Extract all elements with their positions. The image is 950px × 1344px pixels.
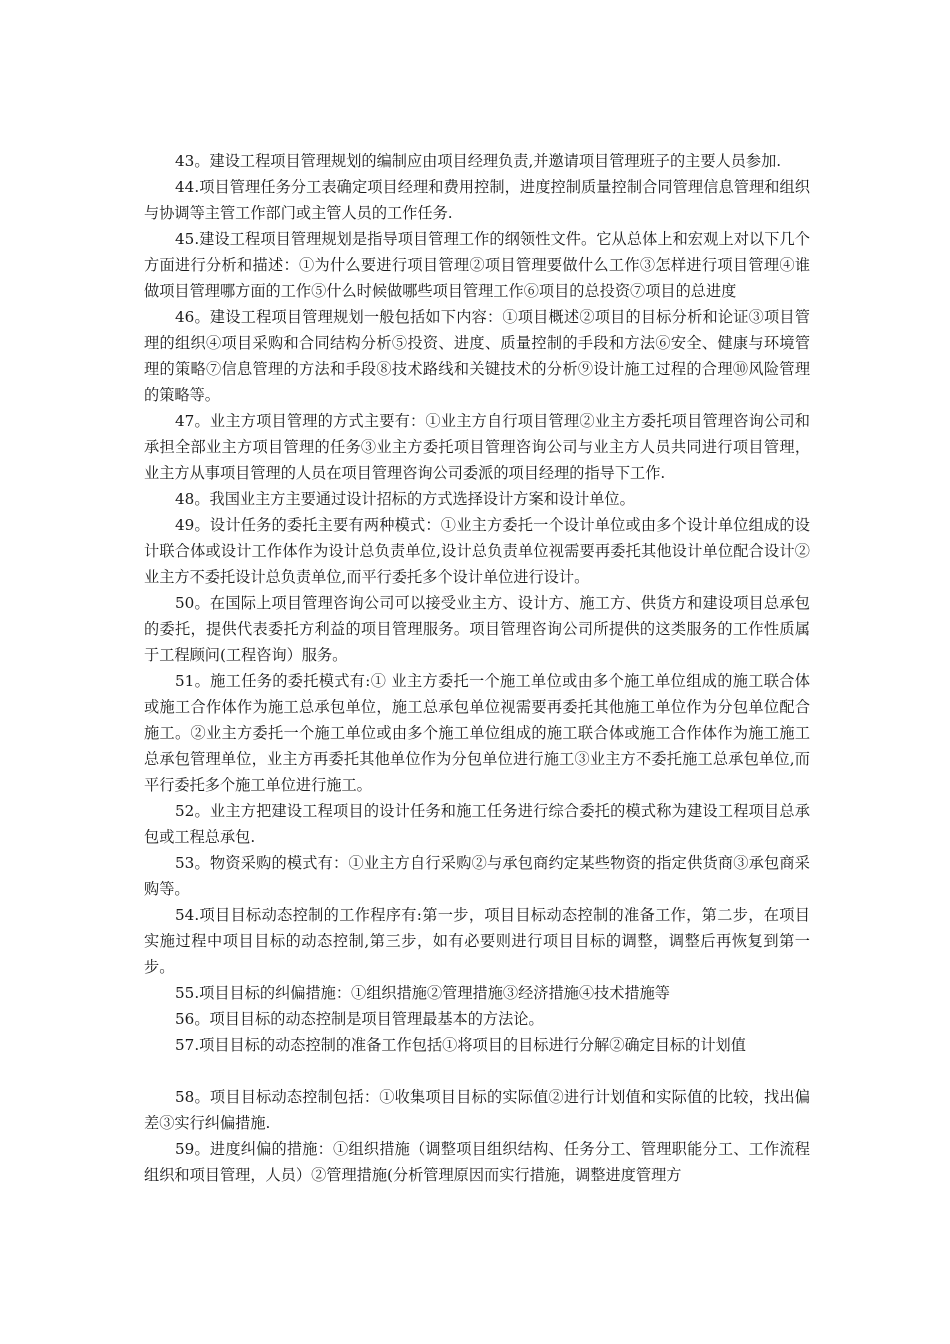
paragraph-47: 47。业主方项目管理的方式主要有：①业主方自行项目管理②业主方委托项目管理咨询公司和承担全部业主方项目管理的任务③业主方委托项目管理咨询公司与业主方人员共同进行项目管理，业主方从事项目管理的人员在项目管理咨询公司委派的项目经理的指导下工作. xyxy=(144,412,810,482)
paragraph-53: 53。物资采购的模式有：①业主方自行采购②与承包商约定某些物资的指定供货商③承包商采购等。 xyxy=(144,854,810,898)
paragraph-54: 54.项目目标动态控制的工作程序有:第一步，项目目标动态控制的准备工作，第二步，在项目实施过程中项目目标的动态控制,第三步，如有必要则进行项目目标的调整，调整后再恢复到第一步。 xyxy=(144,906,810,976)
paragraph-44: 44.项目管理任务分工表确定项目经理和费用控制，进度控制质量控制合同管理信息管理和组织与协调等主管工作部门或主管人员的工作任务. xyxy=(144,178,810,222)
paragraph-57: 57.项目目标的动态控制的准备工作包括①将项目的目标进行分解②确定目标的计划值 xyxy=(175,1036,746,1054)
paragraph-59: 59。进度纠偏的措施：①组织措施（调整项目组织结构、任务分工、管理职能分工、工作流程组织和项目管理，人员）②管理措施(分析管理原因而实行措施，调整进度管理方 xyxy=(144,1140,810,1184)
paragraph-49: 49。设计任务的委托主要有两种模式：①业主方委托一个设计单位或由多个设计单位组成的设计联合体或设计工作体作为设计总负责单位,设计总负责单位视需要再委托其他设计单位配合设计②业主方不委托设计总负责单位,而平行委托多个设计单位进行设计。 xyxy=(144,516,810,586)
paragraph-55: 55.项目目标的纠偏措施：①组织措施②管理措施③经济措施④技术措施等 xyxy=(175,984,670,1002)
paragraph-52: 52。业主方把建设工程项目的设计任务和施工任务进行综合委托的模式称为建设工程项目总承包或工程总承包. xyxy=(144,802,810,846)
paragraph-45: 45.建设工程项目管理规划是指导项目管理工作的纲领性文件。它从总体上和宏观上对以下几个方面进行分析和描述：①为什么要进行项目管理②项目管理要做什么工作③怎样进行项目管理④谁做项目管理哪方面的工作⑤什么时候做哪些项目管理工作⑥项目的总投资⑦项目的总进度 xyxy=(144,230,810,300)
paragraph-46: 46。建设工程项目管理规划一般包括如下内容：①项目概述②项目的目标分析和论证③项目管理的组织④项目采购和合同结构分析⑤投资、进度、质量控制的手段和方法⑥安全、健康与环境管理的策略⑦信息管理的方法和手段⑧技术路线和关键技术的分析⑨设计施工过程的合理⑩风险管理的策略等。 xyxy=(144,308,810,404)
paragraph-43: 43。建设工程项目管理规划的编制应由项目经理负责,并邀请项目管理班子的主要人员参加. xyxy=(175,152,782,170)
blank-line xyxy=(144,1058,810,1084)
paragraph-48: 48。我国业主方主要通过设计招标的方式选择设计方案和设计单位。 xyxy=(175,490,635,508)
paragraph-51: 51。施工任务的委托模式有:① 业主方委托一个施工单位或由多个施工单位组成的施工联合体或施工合作体作为施工总承包单位，施工总承包单位视需要再委托其他施工单位作为分包单位配合施工。②业主方委托一个施工单位或由多个施工单位组成的施工联合体或施工合作体作为施工施工总承包管理单位，业主方再委托其他单位作为分包单位进行施工③业主方不委托施工总承包单位,而平行委托多个施工单位进行施工。 xyxy=(144,672,810,794)
paragraph-56: 56。项目目标的动态控制是项目管理最基本的方法论。 xyxy=(175,1010,544,1028)
document-page xyxy=(144,148,810,1188)
paragraph-58: 58。项目目标动态控制包括：①收集项目目标的实际值②进行计划值和实际值的比较，找出偏差③实行纠偏措施. xyxy=(144,1088,810,1132)
paragraph-50: 50。在国际上项目管理咨询公司可以接受业主方、设计方、施工方、供货方和建设项目总承包的委托，提供代表委托方利益的项目管理服务。项目管理咨询公司所提供的这类服务的工作性质属于工程顾问(工程咨询）服务。 xyxy=(144,594,810,664)
